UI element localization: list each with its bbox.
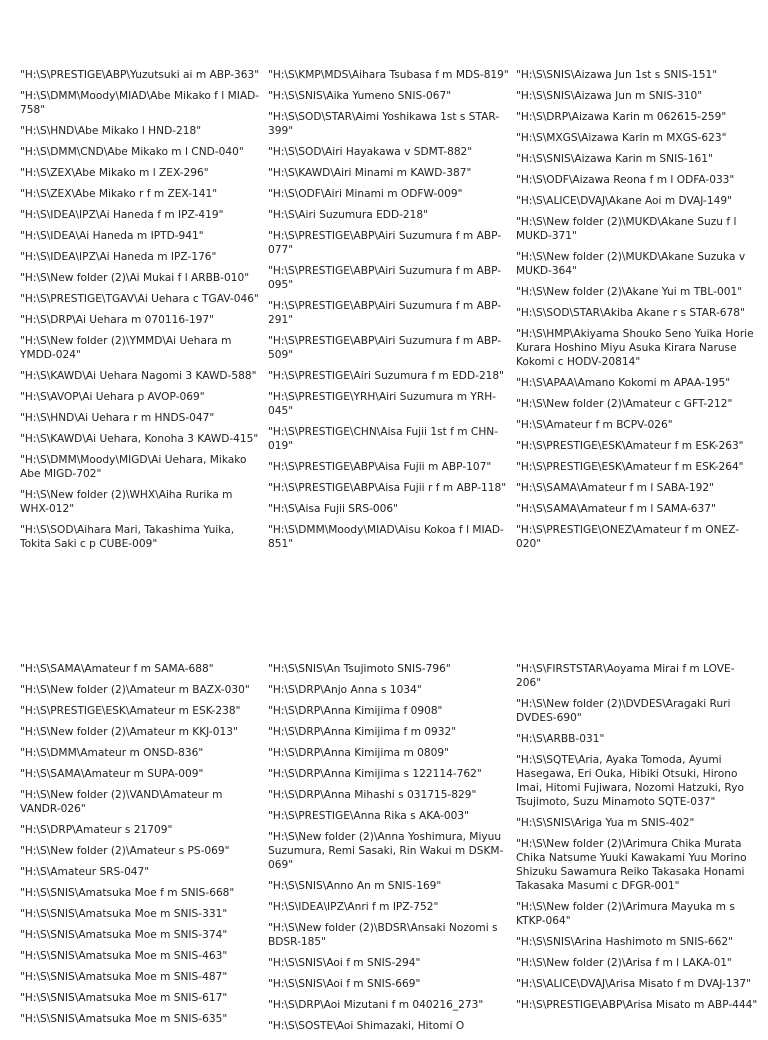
file-path-entry: "H:\S\PRESTIGE\CHN\Aisa Fujii 1st f m CHN-019" [268, 426, 499, 452]
file-path-entry: "H:\S\KMP\MDS\Aihara Tsubasa f m MDS-819" [268, 69, 509, 81]
file-path-entry: "H:\S\SOD\STAR\Aimi Yoshikawa 1st s STAR-399" [268, 111, 500, 137]
file-path-entry: "H:\S\DRP\Anna Kimijima m 0809" [268, 747, 450, 759]
file-path-entry: "H:\S\ALICE\DVAJ\Arisa Misato f m DVAJ-137" [516, 978, 751, 990]
file-path-entry: "H:\S\SOD\STAR\Akiba Akane r s STAR-678" [516, 307, 745, 319]
file-path-entry: "H:\S\PRESTIGE\ABP\Aisa Fujii r f m ABP-118" [268, 482, 507, 494]
file-path-entry: "H:\S\New folder (2)\Amateur c GFT-212" [516, 398, 733, 410]
file-path-entry: "H:\S\New folder (2)\MUKD\Akane Suzuka v MUKD-364" [516, 251, 746, 277]
file-path-entry: "H:\S\SNIS\Aoi f m SNIS-669" [268, 978, 421, 990]
file-path-entry: "H:\S\New folder (2)\Akane Yui m TBL-001" [516, 286, 743, 298]
file-path-entry: "H:\S\APAA\Amano Kokomi m APAA-195" [516, 377, 731, 389]
file-path-entry: "H:\S\DRP\Anna Kimijima f m 0932" [268, 726, 457, 738]
file-path-entry: "H:\S\KAWD\Ai Uehara, Konoha 3 KAWD-415" [20, 433, 259, 445]
file-path-entry: "H:\S\PRESTIGE\ABP\Yuzutsuki ai m ABP-363" [20, 69, 260, 81]
file-path-entry: "H:\S\DRP\Anna Kimijima s 122114-762" [268, 768, 482, 780]
file-path-entry: "H:\S\New folder (2)\Amateur m KKJ-013" [20, 726, 238, 738]
file-path-entry: "H:\S\Amateur f m BCPV-026" [516, 419, 673, 431]
file-path-entry: "H:\S\SNIS\Arina Hashimoto m SNIS-662" [516, 936, 733, 948]
file-path-entry: "H:\S\DMM\Moody\MIAD\Aisu Kokoa f l MIAD-851" [268, 524, 504, 550]
file-path-entry: "H:\S\New folder (2)\Arimura Chika Murata Chika Natsume Yuuki Kawakami Yuu Morino Shizuku Sawamura Reiko Takasaka Honami Takasaka Masumi c DFGR-001" [516, 838, 747, 892]
column-3 [516, 68, 758, 558]
file-path-entry: "H:\S\DRP\Ai Uehara m 070116-197" [20, 314, 215, 326]
file-path-entry: "H:\S\New folder (2)\Ai Mukai f l ARBB-010" [20, 272, 250, 284]
file-path-entry: "H:\S\IDEA\IPZ\Anri f m IPZ-752" [268, 901, 439, 913]
file-path-entry: "H:\S\New folder (2)\BDSR\Ansaki Nozomi s BDSR-185" [268, 922, 498, 948]
file-path-entry: "H:\S\PRESTIGE\ABP\Airi Suzumura f m ABP-509" [268, 335, 502, 361]
file-path-entry: "H:\S\PRESTIGE\ABP\Airi Suzumura f m ABP-291" [268, 300, 502, 326]
file-path-entry: "H:\S\SAMA\Amateur f m l SAMA-637" [516, 503, 716, 515]
file-path-entry: "H:\S\PRESTIGE\ESK\Amateur f m ESK-263" [516, 440, 744, 452]
file-path-entry: "H:\S\SNIS\Amatsuka Moe m SNIS-635" [20, 1013, 228, 1025]
file-path-entry: "H:\S\Airi Suzumura EDD-218" [268, 209, 429, 221]
file-path-entry: "H:\S\ALICE\DVAJ\Akane Aoi m DVAJ-149" [516, 195, 732, 207]
file-path-entry: "H:\S\KAWD\Airi Minami m KAWD-387" [268, 167, 472, 179]
file-path-entry: "H:\S\MXGS\Aizawa Karin m MXGS-623" [516, 132, 727, 144]
file-path-entry: "H:\S\New folder (2)\DVDES\Aragaki Ruri DVDES-690" [516, 698, 731, 724]
file-path-entry: "H:\S\PRESTIGE\ABP\Airi Suzumura f m ABP-095" [268, 265, 502, 291]
file-path-entry: "H:\S\PRESTIGE\Anna Rika s AKA-003" [268, 810, 469, 822]
column-2 [268, 68, 510, 558]
file-path-entry: "H:\S\PRESTIGE\ABP\Arisa Misato m ABP-444" [516, 999, 758, 1011]
file-path-entry: "H:\S\SNIS\Aika Yumeno SNIS-067" [268, 90, 452, 102]
file-path-entry: "H:\S\DMM\CND\Abe Mikako m l CND-040" [20, 146, 244, 158]
file-path-entry: "H:\S\ARBB-031" [516, 733, 605, 745]
file-path-entry: "H:\S\DRP\Aizawa Karin m 062615-259" [516, 111, 727, 123]
file-path-entry: "H:\S\New folder (2)\Arimura Mayuka m s KTKP-064" [516, 901, 735, 927]
file-path-entry: "H:\S\New folder (2)\YMMD\Ai Uehara m YMDD-024" [20, 335, 232, 361]
file-path-entry: "H:\S\PRESTIGE\TGAV\Ai Uehara c TGAV-046" [20, 293, 259, 305]
file-path-entry: "H:\S\DMM\Moody\MIGD\Ai Uehara, Mikako Abe MIGD-702" [20, 454, 247, 480]
column-1 [20, 662, 262, 1033]
file-path-entry: "H:\S\PRESTIGE\Airi Suzumura f m EDD-218" [268, 370, 505, 382]
file-path-entry: "H:\S\DMM\Amateur m ONSD-836" [20, 747, 204, 759]
file-path-entry: "H:\S\New folder (2)\Anna Yoshimura, Miyuu Suzumura, Remi Sasaki, Rin Wakui m DSKM-069" [268, 831, 504, 871]
file-path-entry: "H:\S\SOSTE\Aoi Shimazaki, Hitomi O [268, 1020, 465, 1032]
column-1 [20, 68, 262, 558]
file-path-entry: "H:\S\SNIS\Anno An m SNIS-169" [268, 880, 442, 892]
file-path-entry: "H:\S\HMP\Akiyama Shouko Seno Yuika Horie Kurara Hoshino Miyu Asuka Kirara Naruse Kokomi c HODV-20814" [516, 328, 754, 368]
file-path-entry: "H:\S\PRESTIGE\ESK\Amateur m ESK-238" [20, 705, 241, 717]
file-path-entry: "H:\S\New folder (2)\VAND\Amateur m VANDR-026" [20, 789, 223, 815]
file-path-entry: "H:\S\Aisa Fujii SRS-006" [268, 503, 398, 515]
file-path-entry: "H:\S\SNIS\Amatsuka Moe m SNIS-463" [20, 950, 228, 962]
file-path-entry: "H:\S\IDEA\Ai Haneda m IPTD-941" [20, 230, 204, 242]
file-path-entry: "H:\S\SOD\Airi Hayakawa v SDMT-882" [268, 146, 473, 158]
file-path-entry: "H:\S\PRESTIGE\ABP\Airi Suzumura f m ABP-077" [268, 230, 502, 256]
file-path-entry: "H:\S\SOD\Aihara Mari, Takashima Yuika, Tokita Saki c p CUBE-009" [20, 524, 235, 550]
file-path-entry: "H:\S\SNIS\Ariga Yua m SNIS-402" [516, 817, 695, 829]
column-3 [516, 662, 758, 1019]
file-path-entry: "H:\S\DRP\Anjo Anna s 1034" [268, 684, 422, 696]
file-path-entry: "H:\S\SNIS\Amatsuka Moe m SNIS-331" [20, 908, 228, 920]
file-path-entry: "H:\S\KAWD\Ai Uehara Nagomi 3 KAWD-588" [20, 370, 257, 382]
column-2 [268, 662, 510, 1040]
file-path-entry: "H:\S\ODF\Airi Minami m ODFW-009" [268, 188, 463, 200]
file-path-entry: "H:\S\HND\Ai Uehara r m HNDS-047" [20, 412, 215, 424]
file-path-entry: "H:\S\SNIS\Aizawa Jun 1st s SNIS-151" [516, 69, 718, 81]
file-path-entry: "H:\S\SQTE\Aria, Ayaka Tomoda, Ayumi Hasegawa, Eri Ouka, Hibiki Otsuki, Hirono Imai, Hitomi Fujiwara, Nozomi Hatzuki, Ryo Tsujimoto, Suzu Minamoto SQTE-037" [516, 754, 744, 808]
file-path-entry: "H:\S\ODF\Aizawa Reona f m l ODFA-033" [516, 174, 735, 186]
file-path-entry: "H:\S\IDEA\IPZ\Ai Haneda f m IPZ-419" [20, 209, 224, 221]
file-path-entry: "H:\S\New folder (2)\Amateur s PS-069" [20, 845, 230, 857]
file-path-entry: "H:\S\SNIS\Amatsuka Moe m SNIS-617" [20, 992, 228, 1004]
file-path-entry: "H:\S\DRP\Anna Mihashi s 031715-829" [268, 789, 477, 801]
file-path-entry: "H:\S\SNIS\Amatsuka Moe m SNIS-487" [20, 971, 228, 983]
file-path-entry: "H:\S\DRP\Amateur s 21709" [20, 824, 173, 836]
file-path-entry: "H:\S\PRESTIGE\ABP\Aisa Fujii m ABP-107" [268, 461, 492, 473]
file-path-entry: "H:\S\New folder (2)\Arisa f m l LAKA-01" [516, 957, 732, 969]
file-path-entry: "H:\S\SAMA\Amateur f m l SABA-192" [516, 482, 715, 494]
file-path-entry: "H:\S\SNIS\Amatsuka Moe m SNIS-374" [20, 929, 228, 941]
file-path-entry: "H:\S\DRP\Aoi Mizutani f m 040216_273" [268, 999, 484, 1011]
file-path-entry: "H:\S\AVOP\Ai Uehara p AVOP-069" [20, 391, 205, 403]
file-path-entry: "H:\S\SNIS\Amatsuka Moe f m SNIS-668" [20, 887, 235, 899]
file-path-entry: "H:\S\SAMA\Amateur f m SAMA-688" [20, 663, 214, 675]
file-path-entry: "H:\S\SAMA\Amateur m SUPA-009" [20, 768, 204, 780]
file-path-entry: "H:\S\PRESTIGE\YRH\Airi Suzumura m YRH-045" [268, 391, 496, 417]
file-path-entry: "H:\S\PRESTIGE\ONEZ\Amateur f m ONEZ-020" [516, 524, 740, 550]
file-path-entry: "H:\S\IDEA\IPZ\Ai Haneda m IPZ-176" [20, 251, 217, 263]
file-path-entry: "H:\S\New folder (2)\MUKD\Akane Suzu f l MUKD-371" [516, 216, 737, 242]
file-path-entry: "H:\S\SNIS\An Tsujimoto SNIS-796" [268, 663, 451, 675]
file-path-entry: "H:\S\DRP\Anna Kimijima f 0908" [268, 705, 443, 717]
file-path-entry: "H:\S\PRESTIGE\ESK\Amateur f m ESK-264" [516, 461, 744, 473]
file-path-entry: "H:\S\FIRSTSTAR\Aoyama Mirai f m LOVE-206" [516, 663, 735, 689]
file-path-entry: "H:\S\Amateur SRS-047" [20, 866, 150, 878]
file-path-entry: "H:\S\SNIS\Aizawa Karin m SNIS-161" [516, 153, 713, 165]
file-path-entry: "H:\S\SNIS\Aoi f m SNIS-294" [268, 957, 421, 969]
file-path-entry: "H:\S\New folder (2)\Amateur m BAZX-030" [20, 684, 250, 696]
file-path-entry: "H:\S\DMM\Moody\MIAD\Abe Mikako f l MIAD-758" [20, 90, 260, 116]
file-path-entry: "H:\S\New folder (2)\WHX\Aiha Rurika m WHX-012" [20, 489, 233, 515]
file-path-entry: "H:\S\ZEX\Abe Mikako r f m ZEX-141" [20, 188, 218, 200]
file-path-entry: "H:\S\ZEX\Abe Mikako m l ZEX-296" [20, 167, 209, 179]
file-path-entry: "H:\S\SNIS\Aizawa Jun m SNIS-310" [516, 90, 703, 102]
file-path-entry: "H:\S\HND\Abe Mikako l HND-218" [20, 125, 202, 137]
